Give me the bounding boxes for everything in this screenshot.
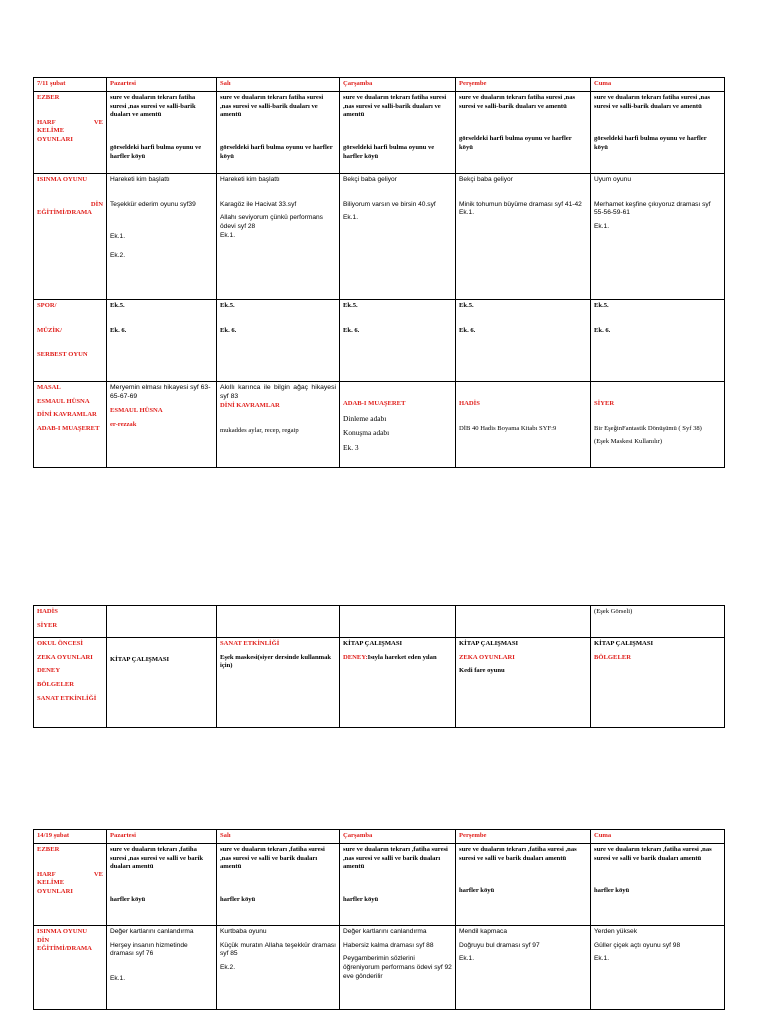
okul-wednesday: KİTAP ÇALIŞMASI DENEY:Isıyla hareket eden yılan: [340, 638, 456, 728]
week1-isinma-row: [34, 174, 725, 300]
spor-friday: Ek.5. Ek. 6.: [591, 300, 725, 382]
label-ezber: EZBER: [37, 94, 60, 101]
label-kelime: KELİME: [37, 127, 65, 135]
day-monday: Pazartesi: [107, 78, 217, 92]
okul-label-cell: OKUL ÖNCESİ ZEKA OYUNLARI DENEY BÖLGELER SANAT ETKİNLİĞİ: [34, 638, 107, 728]
ezber-friday: sure ve duaların tekrarı fatiha suresi ,nas suresi ve salli-barik duaları ve amentü görseldeki harfi bulma oyunu ve harfler köyü: [591, 92, 725, 174]
week2-date: 14/19 şubat: [34, 830, 107, 844]
spor-thursday: Ek.5. Ek. 6.: [456, 300, 591, 382]
hadis-monday: [107, 606, 217, 638]
week2-ezber-thursday: sure ve duaların tekrarı ,fatiha suresi ,nas suresi ve salli ve barik duaları amentü harfler köyü: [456, 844, 591, 926]
isinma-monday: Hareketi kim başlattı Teşekkür ederim oyunu syf39 Ek.1. Ek.2.: [107, 174, 217, 300]
isinma-wednesday: Bekçi baba geliyor Biliyorum varsın ve birsin 40.syf Ek.1.: [340, 174, 456, 300]
week2-header-row: [34, 830, 725, 844]
hadis-label-cell: HADİS SİYER: [34, 606, 107, 638]
ezber-tuesday: sure ve duaların tekrarı fatiha suresi ,nas suresi ve salli-barik duaları ve amentü görseldeki harfi bulma oyunu ve harfler köyü: [217, 92, 340, 174]
ezber-monday: sure ve duaların tekrarı fatiha suresi ,nas suresi ve salli-barik duaları ve amentü görseldeki harfi bulma oyunu ve harfler köyü: [107, 92, 217, 174]
ezber-wednesday: sure ve duaların tekrarı fatiha suresi ,nas suresi ve salli-barik duaları ve amentü görseldeki harfi bulma oyunu ve harfler köyü: [340, 92, 456, 174]
week1-date: 7/11 şubat: [34, 78, 107, 92]
okul-tuesday: SANAT ETKİNLİĞİ Eşek maskesi(siyer dersinde kullanmak için): [217, 638, 340, 728]
week2-day-monday: Pazartesi: [107, 830, 217, 844]
masal-monday: Meryemin elması hikayesi syf 63-65-67-69 ESMAUL HÜSNA er-rezzak: [107, 382, 217, 468]
masal-thursday: HADİS DİB 40 Hadis Boyama Kitabı SYF:9: [456, 382, 591, 468]
spor-tuesday: Ek.5. Ek. 6.: [217, 300, 340, 382]
day-tuesday: Salı: [217, 78, 340, 92]
day-thursday: Perşembe: [456, 78, 591, 92]
hadis-thursday: [456, 606, 591, 638]
masal-wednesday: ADAB-I MUAŞERET Dinleme adabı Konuşma adabı Ek. 3: [340, 382, 456, 468]
week2-day-friday: Cuma: [591, 830, 725, 844]
block2-table: [33, 605, 725, 728]
day-wednesday: Çarşamba: [340, 78, 456, 92]
block2-hadis-row: [34, 606, 725, 638]
isinma-thursday: Bekçi baba geliyor Minik tohumun büyüme draması syf 41-42 Ek.1.: [456, 174, 591, 300]
week2-isinma-row: [34, 926, 725, 1010]
isinma-label-cell: ISINMA OYUNU DİN EĞİTİMİ/DRAMA: [34, 174, 107, 300]
hadis-friday: (Eşek Görseli): [591, 606, 725, 638]
week2-isinma-monday: Değer kartlarını canlandırma Herşey insanın hizmetinde draması syf 76 Ek.1.: [107, 926, 217, 1010]
week1-masal-row: [34, 382, 725, 468]
hadis-wednesday: [340, 606, 456, 638]
okul-friday: KİTAP ÇALIŞMASI BÖLGELER: [591, 638, 725, 728]
isinma-tuesday: Hareketi kim başlattı Karagöz ile Hacivat 33.syf Allahı seviyorum çünkü performans ödevi syf 28 Ek.1.: [217, 174, 340, 300]
week2-table: [33, 829, 725, 1010]
ezber-thursday: sure ve duaların tekrarı fatiha suresi ,nas suresi ve salli-barik duaları ve amentü görseldeki harfi bulma oyunu ve harfler köyü: [456, 92, 591, 174]
label-harf-ve: HARF VE: [37, 118, 103, 126]
week2-day-wednesday: Çarşamba: [340, 830, 456, 844]
week1-spor-row: [34, 300, 725, 382]
ezber-label-cell: [34, 92, 107, 174]
week1-header-row: [34, 78, 725, 92]
week2-ezber-row: [34, 844, 725, 926]
week2-ezber-friday: sure ve duaların tekrarı ,fatiha suresi ,nas suresi ve salli ve barik duaları amentü harfler köyü: [591, 844, 725, 926]
week2-isinma-friday: Yerden yüksek Güller çiçek açtı oyunu syf 98 Ek.1.: [591, 926, 725, 1010]
week2-isinma-wednesday: Değer kartlarını canlandırma Habersiz kalma draması syf 88 Peygamberimin sözlerini öğreniyorum performans ödevi syf 92 eve gönderilir: [340, 926, 456, 1010]
okul-monday: KİTAP ÇALIŞMASI: [107, 638, 217, 728]
week2-day-tuesday: Salı: [217, 830, 340, 844]
week2-ezber-tuesday: sure ve duaların tekrarı ,fatiha suresi ,nas suresi ve salli ve barik duaları amentü harfler köyü: [217, 844, 340, 926]
week2-isinma-label-cell: ISINMA OYUNU DİN EĞİTİMİ/DRAMA: [34, 926, 107, 1010]
day-friday: Cuma: [591, 78, 725, 92]
spor-label-cell: SPOR/ MÜZİK/ SERBEST OYUN: [34, 300, 107, 382]
week1-table: [33, 77, 725, 468]
block2-okul-row: [34, 638, 725, 728]
masal-friday: SİYER Bir EşeğinFantastik Dönüşümü ( Syf 38) (Eşek Maskesi Kullanılır): [591, 382, 725, 468]
isinma-friday: Uyum oyunu Merhamet keşfine çıkıyoruz draması syf 55-56-59-61 Ek.1.: [591, 174, 725, 300]
week2-day-thursday: Perşembe: [456, 830, 591, 844]
week2-ezber-wednesday: sure ve duaların tekrarı ,fatiha suresi ,nas suresi ve salli ve barik duaları amentü harfler köyü: [340, 844, 456, 926]
week2-isinma-thursday: Mendil kapmaca Doğruyu bul draması syf 97 Ek.1.: [456, 926, 591, 1010]
spor-wednesday: Ek.5. Ek. 6.: [340, 300, 456, 382]
week2-ezber-label-cell: EZBER HARF VE KELİME OYUNLARI: [34, 844, 107, 926]
spor-monday: Ek.5. Ek. 6.: [107, 300, 217, 382]
okul-thursday: KİTAP ÇALIŞMASI ZEKA OYUNLARI Kedi fare oyunu: [456, 638, 591, 728]
masal-label-cell: MASAL ESMAUL HÜSNA DİNİ KAVRAMLAR ADAB-I MUAŞERET: [34, 382, 107, 468]
week1-ezber-row: [34, 92, 725, 174]
week2-isinma-tuesday: Kurtbaba oyunu Küçük muratın Allaha teşekkür draması syf 85 Ek.2.: [217, 926, 340, 1010]
masal-tuesday: Akıllı karınca ile bilgin ağaç hikayesi syf 83 DİNİ KAVRAMLAR mukaddes aylar, recep, regaip: [217, 382, 340, 468]
label-oyunlari: OYUNLARI: [37, 136, 73, 144]
hadis-tuesday: [217, 606, 340, 638]
week2-ezber-monday: sure ve duaların tekrarı ,fatiha suresi ,nas suresi ve salli ve barik duaları amentü harfler köyü: [107, 844, 217, 926]
